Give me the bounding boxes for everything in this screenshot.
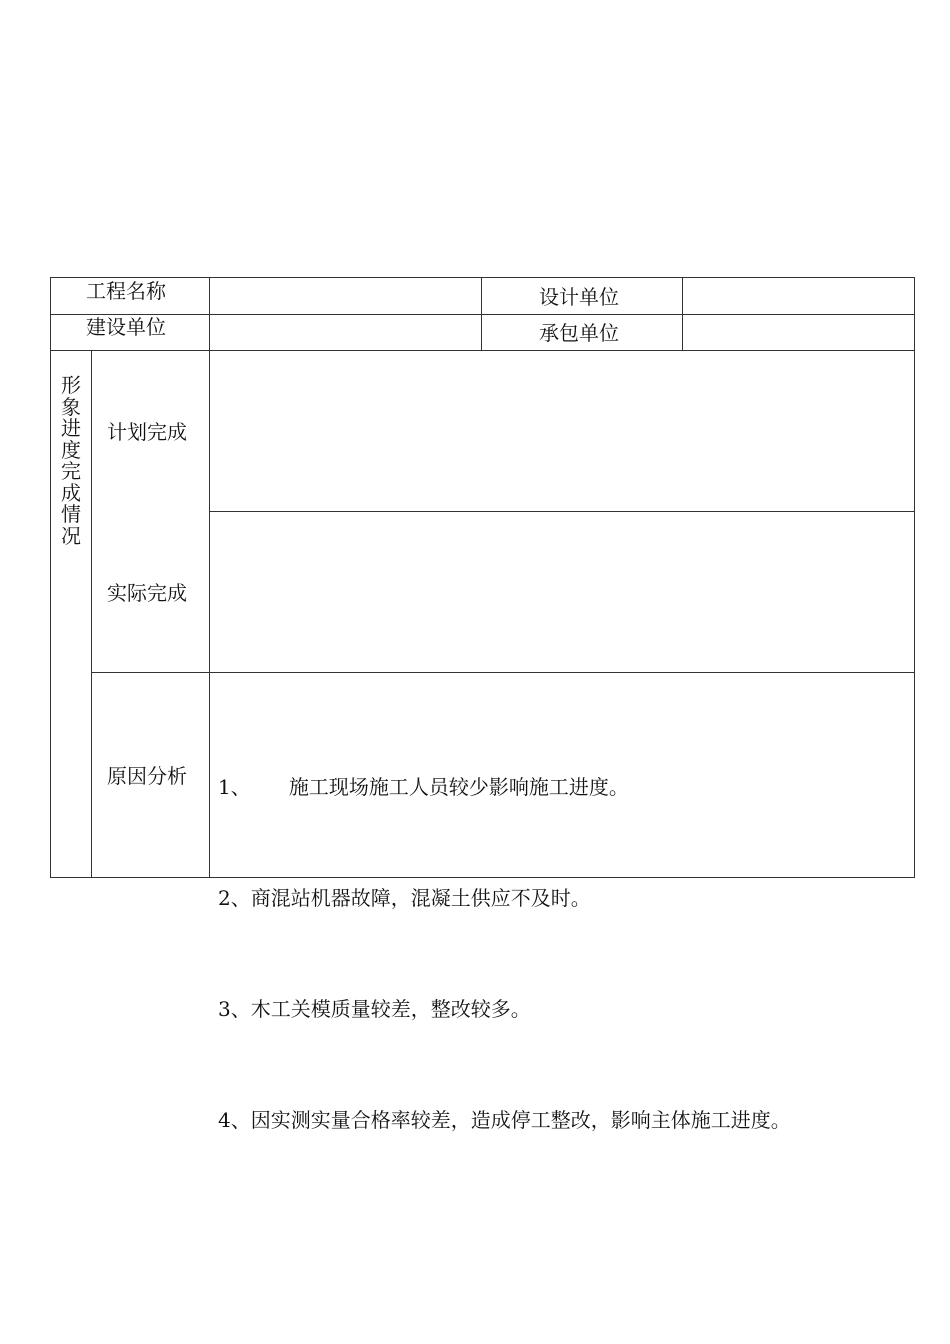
list-item: 1、 施工现场施工人员较少影响施工进度。 xyxy=(218,775,629,799)
list-item: 4、因实测实量合格率较差，造成停工整改，影响主体施工进度。 xyxy=(218,1108,791,1132)
progress-section-heading xyxy=(59,375,83,547)
progress-heading-char: 成 xyxy=(61,480,81,505)
list-item: 3、木工关模质量较差，整改较多。 xyxy=(218,997,531,1021)
progress-heading-char: 象 xyxy=(61,394,81,419)
actual-completion-label: 实际完成 xyxy=(107,581,187,605)
cause-analysis-list xyxy=(218,695,791,1213)
row-divider xyxy=(91,672,914,673)
project-name-label: 工程名称 xyxy=(86,279,166,303)
row-divider xyxy=(209,511,914,512)
contractor-unit-label: 承包单位 xyxy=(539,321,619,345)
progress-heading-char: 度 xyxy=(61,437,81,462)
row-divider xyxy=(51,314,914,315)
progress-heading-char: 情 xyxy=(61,502,81,526)
column-divider xyxy=(682,278,683,350)
progress-heading-char: 况 xyxy=(61,523,81,548)
cause-analysis-label: 原因分析 xyxy=(107,764,187,788)
column-divider xyxy=(209,278,210,877)
row-divider xyxy=(51,350,914,351)
planned-completion-label: 计划完成 xyxy=(107,420,187,444)
progress-heading-char: 进 xyxy=(61,416,81,440)
construction-unit-label: 建设单位 xyxy=(86,315,166,339)
column-divider xyxy=(481,278,482,350)
design-unit-label: 设计单位 xyxy=(539,285,619,309)
column-divider xyxy=(91,350,92,877)
progress-form-table xyxy=(50,277,915,1132)
progress-heading-char: 形 xyxy=(61,373,81,397)
progress-heading-char: 完 xyxy=(61,459,81,483)
list-item: 2、商混站机器故障，混凝土供应不及时。 xyxy=(218,886,591,910)
